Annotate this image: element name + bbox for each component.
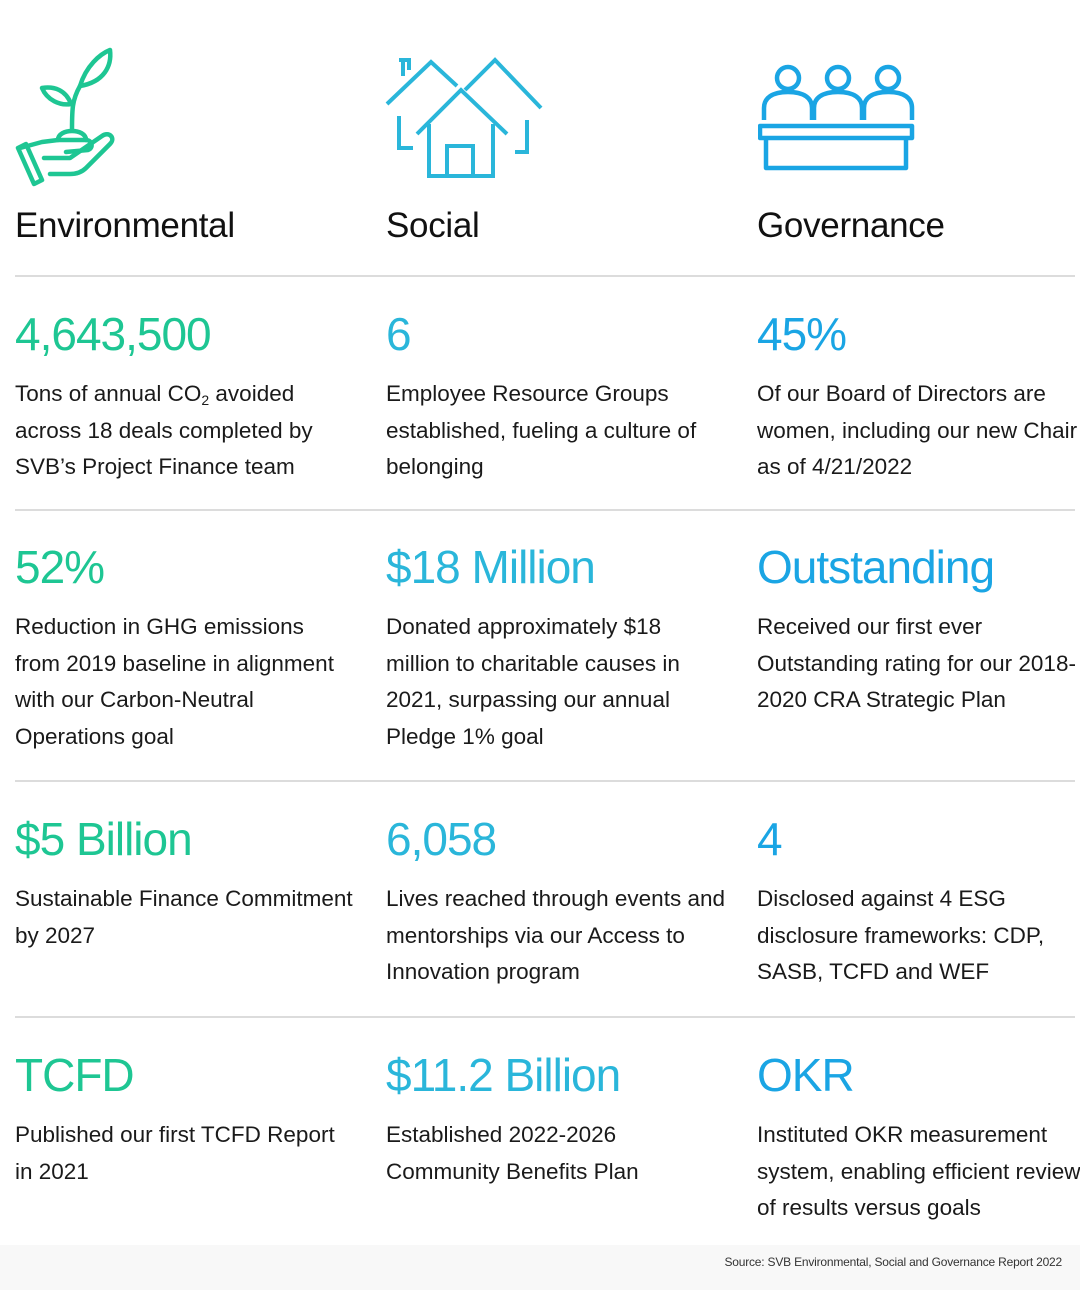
heading-environmental: Environmental xyxy=(15,206,235,245)
divider xyxy=(15,1016,1075,1018)
metric-description: Instituted OKR measurement system, enabling efficient review of results versus goals xyxy=(757,1122,1080,1220)
metric-community-benefits xyxy=(386,1045,726,1190)
divider xyxy=(15,275,1075,277)
metric-sustainable-finance xyxy=(15,809,355,954)
metric-value: $11.2 Billion xyxy=(386,1049,621,1101)
metric-value: Outstanding xyxy=(757,541,995,593)
metric-description: Published our first TCFD Report in 2021 xyxy=(15,1122,335,1184)
metric-description: Disclosed against 4 ESG disclosure frameworks: CDP, SASB, TCFD and WEF xyxy=(757,886,1045,984)
metric-value: $18 Million xyxy=(386,541,595,593)
metric-description: Lives reached through events and mentorships via our Access to Innovation program xyxy=(386,886,725,984)
metric-value: 6,058 xyxy=(386,813,497,865)
metric-esg-frameworks xyxy=(757,809,1080,991)
metric-value: $5 Billion xyxy=(15,813,192,865)
houses-icon xyxy=(385,56,545,180)
source-note: Source: SVB Environmental, Social and Governance Report 2022 xyxy=(724,1255,1062,1269)
metric-description: Reduction in GHG emissions from 2019 baseline in alignment with our Carbon-Neutral Operations goal xyxy=(15,614,334,749)
metric-value: TCFD xyxy=(15,1049,134,1101)
metric-board-women xyxy=(757,304,1080,486)
heading-governance: Governance xyxy=(757,206,945,245)
metric-description: Established 2022-2026 Community Benefits Plan xyxy=(386,1122,639,1184)
metric-value: OKR xyxy=(757,1049,854,1101)
metric-lives-reached xyxy=(386,809,726,991)
metric-description: Sustainable Finance Commitment by 2027 xyxy=(15,886,353,948)
metric-description: Donated approximately $18 million to charitable causes in 2021, surpassing our annual Pledge 1% goal xyxy=(386,614,680,749)
metric-value: 4,643,500 xyxy=(15,308,211,360)
metric-description: Employee Resource Groups established, fueling a culture of belonging xyxy=(386,381,697,479)
board-members-icon xyxy=(758,64,916,174)
metric-value: 4 xyxy=(757,813,782,865)
plant-in-hand-icon xyxy=(14,44,130,190)
divider xyxy=(15,509,1075,511)
heading-social: Social xyxy=(386,206,480,245)
metric-value: 6 xyxy=(386,308,411,360)
metric-value: 45% xyxy=(757,308,847,360)
metric-employee-resource-groups xyxy=(386,304,726,486)
metric-okr xyxy=(757,1045,1080,1227)
metric-description: Tons of annual $CO_2$ avoided across 18 deals completed by SVB’s Project Finance team xyxy=(15,381,313,479)
metric-donations xyxy=(386,537,726,755)
metric-ghg-reduction xyxy=(15,537,355,755)
metric-co2-avoided xyxy=(15,304,355,486)
metric-cra-rating xyxy=(757,537,1080,719)
metric-description: Of our Board of Directors are women, including our new Chair as of 4/21/2022 xyxy=(757,381,1078,479)
metric-value: 52% xyxy=(15,541,105,593)
metric-tcfd xyxy=(15,1045,355,1190)
metric-description: Received our first ever Outstanding rating for our 2018-2020 CRA Strategic Plan xyxy=(757,614,1076,712)
divider xyxy=(15,780,1075,782)
